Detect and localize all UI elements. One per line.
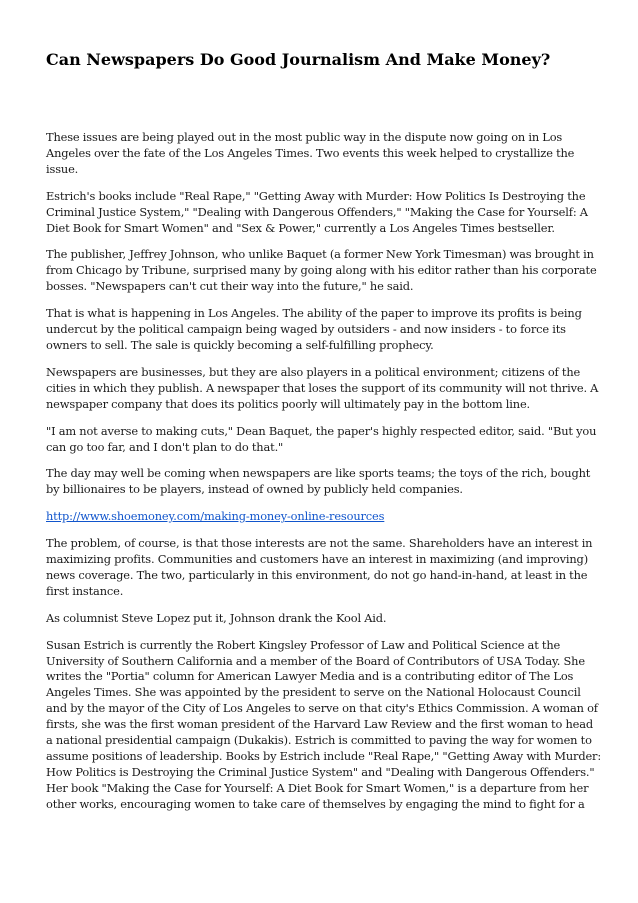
paragraph: The problem, of course, is that those interests are not the same. Shareholders have an interest in maximizing profits. Communities and customers have an interest in maximizing (and improving) news coverage. The two, particularly in this environment, do not go hand-in-hand, at least in the first instance.	[46, 536, 593, 598]
paragraph: The publisher, Jeffrey Johnson, who unlike Baquet (a former New York Timesman) was brought in from Chicago by Tribune, surprised many by going along with his editor rather than his corporate bosses. "Newspapers can't cut their way into the future," he said.	[46, 247, 597, 294]
paragraph: "I am not averse to making cuts," Dean Baquet, the paper's highly respected editor, said. "But you can go too far, and I don't plan to do that."	[46, 423, 597, 454]
document-body	[46, 130, 602, 824]
link-paragraph	[46, 509, 602, 525]
resource-link[interactable]: http://www.shoemoney.com/making-money-online-resources	[46, 509, 385, 524]
paragraph: As columnist Steve Lopez put it, Johnson drank the Kool Aid.	[46, 610, 387, 625]
paragraph: The day may well be coming when newspapers are like sports teams; the toys of the rich, bought by billionaires to be players, instead of owned by publicly held companies.	[46, 466, 591, 497]
paragraph: Newspapers are businesses, but they are also players in a political environment; citizens of the cities in which they publish. A newspaper that loses the support of its community will not thrive. A newspaper company that does its politics poorly will ultimately pay in the bottom line.	[46, 364, 599, 411]
paragraph: Estrich's books include "Real Rape," "Getting Away with Murder: How Politics Is Destroying the Criminal Justice System," "Dealing with Dangerous Offenders," "Making the Case for Yourself: A Diet Book for Smart Women" and "Sex & Power," currently a Los Angeles Times bestseller.	[46, 188, 588, 235]
paragraph: That is what is happening in Los Angeles. The ability of the paper to improve its profits is being undercut by the political campaign being waged by outsiders - and now insiders - to force its owners to sell. The sale is quickly becoming a self-fulfilling prophecy.	[46, 306, 582, 352]
paragraph: These issues are being played out in the most public way in the dispute now going on in Los Angeles over the fate of the Los Angeles Times. Two events this week helped to crystallize the issue.	[46, 130, 575, 176]
paragraph: Susan Estrich is currently the Robert Kingsley Professor of Law and Political Science at the University of Southern California and a member of the Board of Contributors of USA Today. She writes the "Portia" column for American Lawyer Media and is a contributing editor of The Los Angeles Times. She was appointed by the president to serve on the National Holocaust Council and by the mayor of the City of Los Angeles to serve on that city's Ethics Commission. A woman of firsts, she was the first woman president of the Harvard Law Review and the first woman to head a national presidential campaign (Dukakis). Estrich is committed to paving the way for women to assume positions of leadership. Books by Estrich include "Real Rape," "Getting Away with Murder: How Politics is Destroying the Criminal Justice System" and "Dealing with Dangerous Offenders." Her book "Making the Case for Yourself: A Diet Book for Smart Women," is a departure from her other works, encouraging women to take care of themselves by engaging the mind to fight for a	[46, 637, 602, 811]
document-title: Can Newspapers Do Good Journalism And Make Money?	[46, 50, 551, 69]
